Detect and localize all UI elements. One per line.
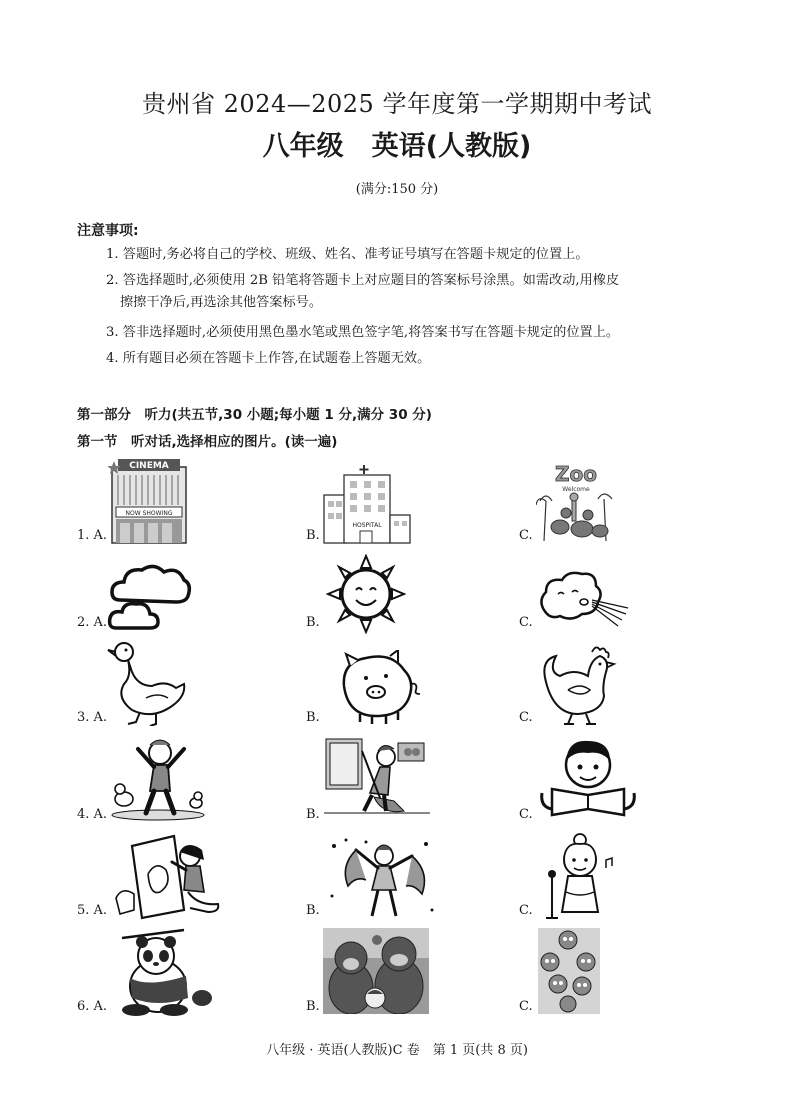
notice-heading: 注意事项:	[77, 223, 139, 239]
option-3b-label: B.	[306, 710, 320, 725]
grade-label: 八年级	[262, 131, 344, 162]
option-6b-label: B.	[306, 999, 320, 1014]
option-5b-label: B.	[306, 903, 320, 918]
page-footer: 八年级 · 英语(人教版)C 卷 第 1 页(共 8 页)	[266, 1043, 528, 1058]
question-5	[0, 830, 794, 920]
exam-subtitle	[0, 124, 794, 163]
subject-label: 英语(人教版)	[371, 131, 532, 162]
option-1c-label: C.	[519, 528, 533, 543]
pleasant-goat-icon	[538, 928, 600, 1014]
question-4	[0, 733, 794, 823]
option-2c-label: C.	[519, 615, 533, 630]
dancing-icon	[326, 836, 436, 920]
notice-item-3: 3. 答非选择题时,必须使用黑色墨水笔或黑色签字笔,将答案书写在答题卡规定的位置上。	[106, 325, 620, 340]
full-score: (满分:150 分)	[355, 182, 439, 197]
drawing-icon	[112, 834, 224, 920]
question-6	[0, 926, 794, 1016]
option-1b-label: B.	[306, 528, 320, 543]
part-heading: 第一部分 听力(共五节,30 小题;每小题 1 分,满分 30 分)	[77, 407, 432, 423]
option-6a-label: 6. A.	[77, 999, 108, 1014]
sunny-icon	[326, 554, 406, 634]
option-5a-label: 5. A.	[77, 903, 108, 918]
option-6c-label: C.	[519, 999, 533, 1014]
duck-icon	[106, 640, 190, 726]
hospital-icon	[322, 465, 414, 545]
pig-icon	[336, 650, 424, 724]
sweeping-icon	[324, 737, 430, 815]
notice-item-2-line2: 擦擦干净后,再选涂其他答案标号。	[120, 295, 323, 310]
notice-item-1: 1. 答题时,务必将自己的学校、班级、姓名、准考证号填写在答题卡规定的位置上。	[106, 247, 589, 262]
option-3c-label: C.	[519, 710, 533, 725]
question-3	[0, 640, 794, 730]
notice-item-4: 4. 所有题目必须在答题卡上作答,在试题卷上答题无效。	[106, 351, 431, 366]
option-3a-label: 3. A.	[77, 710, 108, 725]
option-4c-label: C.	[519, 807, 533, 822]
exam-title: 贵州省 2024—2025 学年度第一学期期中考试	[142, 90, 652, 118]
option-4a-label: 4. A.	[77, 807, 108, 822]
exercise-icon	[110, 735, 206, 821]
zoo-icon	[536, 461, 616, 545]
option-5c-label: C.	[519, 903, 533, 918]
notice-item-2	[106, 270, 726, 314]
cinema-icon	[108, 457, 190, 545]
reading-icon	[538, 737, 638, 817]
cinema-sign: CINEMA	[129, 461, 169, 471]
hospital-sign: HOSPITAL	[352, 522, 382, 529]
boonie-bears-icon	[323, 928, 429, 1014]
question-2	[0, 552, 794, 642]
question-1	[0, 455, 794, 545]
cloudy-icon	[106, 564, 194, 634]
notice-item-2-line1: 2. 答选择题时,必须使用 2B 铅笔将答题卡上对应题目的答案标号涂黑。如需改动,用橡皮	[106, 273, 620, 288]
zoo-sign: Zoo	[555, 462, 597, 486]
option-2b-label: B.	[306, 615, 320, 630]
hen-icon	[538, 642, 618, 726]
welcome-sign: Welcome	[562, 486, 590, 493]
now-showing-sign: NOW SHOWING	[125, 510, 173, 517]
singing-icon	[540, 832, 614, 920]
option-4b-label: B.	[306, 807, 320, 822]
kungfu-panda-icon	[108, 928, 212, 1016]
option-2a-label: 2. A.	[77, 615, 108, 630]
option-1a-label: 1. A.	[77, 528, 108, 543]
windy-icon	[538, 570, 630, 632]
section-heading: 第一节 听对话,选择相应的图片。(读一遍)	[77, 434, 338, 450]
